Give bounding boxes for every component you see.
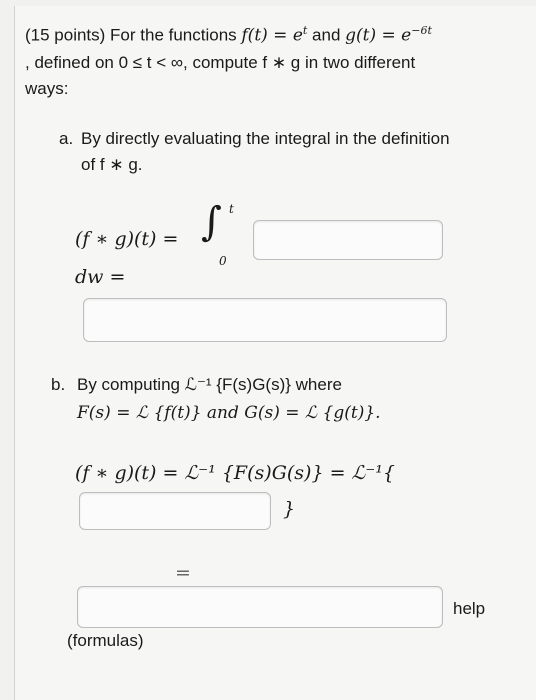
part-b-label: b. <box>51 375 66 394</box>
integral-lower-limit: 0 <box>219 254 227 268</box>
part-a-lhs: (f ∗ g)(t) = <box>75 228 179 250</box>
part-b-line-1: By computing ℒ⁻¹ {F(s)G(s)} where <box>77 375 342 394</box>
part-b-result-input[interactable] <box>77 586 443 628</box>
part-a-result-input[interactable] <box>83 298 447 342</box>
help-link[interactable]: help <box>453 599 486 618</box>
part-b-equation: (f ∗ g)(t) = ℒ⁻¹ {F(s)G(s)} = ℒ⁻¹{ <box>75 462 395 484</box>
problem-line-2: , defined on 0 ≤ t < ∞, compute f ∗ g in two different <box>25 53 416 72</box>
part-a-line-1: By directly evaluating the integral in the definition <box>81 129 450 148</box>
equals-sign: = <box>175 562 191 584</box>
laplace-product-input[interactable] <box>79 492 271 530</box>
closing-brace: } <box>283 498 296 520</box>
problem-card <box>14 6 536 700</box>
integrand-input[interactable] <box>253 220 443 260</box>
part-a-label: a. <box>59 129 74 148</box>
problem-line-1: (15 points) For the functions $f(t) = e^t$ and $g(t) = e^{-6t}$ <box>25 24 432 46</box>
formulas-link[interactable]: (formulas) <box>67 631 144 650</box>
integral-sign: ∫ <box>201 199 222 245</box>
problem-line-3: ways: <box>25 79 69 98</box>
integral-upper-limit: t <box>229 202 234 216</box>
part-a-line-2: of f ∗ g. <box>81 155 143 174</box>
dw-label: dw = <box>75 266 126 288</box>
part-b-line-2: F(s) = ℒ {f(t)} and G(s) = ℒ {g(t)}. <box>77 403 381 423</box>
